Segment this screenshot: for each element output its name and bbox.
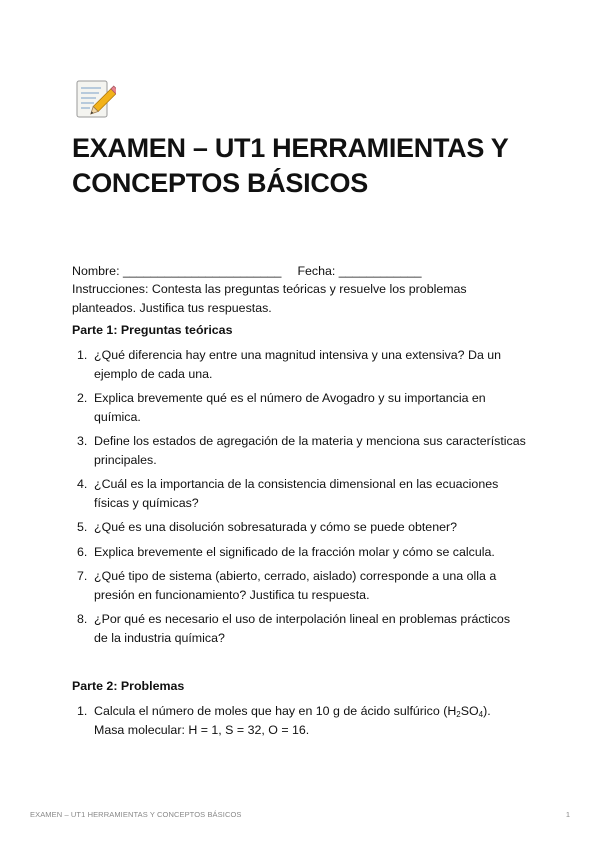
part1-title: Parte 1: Preguntas teóricas: [72, 323, 233, 337]
page-title: EXAMEN – UT1 HERRAMIENTAS Y CONCEPTOS BÁSICOS: [72, 133, 508, 198]
name-field-label: Nombre: _______________________: [72, 264, 282, 278]
list-item: 7. ¿Qué tipo de sistema (abierto, cerrado, aislado) corresponde a una olla a presión en funcionamiento? Justifica tu respuesta.: [77, 569, 497, 602]
list-item: 1. Calcula el número de moles que hay en 10 g de ácido sulfúrico $(H_2SO_4)$. Masa molecular: H = 1, S = 32, O = 16.: [77, 704, 491, 737]
instructions: Instrucciones: Contesta las preguntas teóricas y resuelve los problemas planteados. Justifica tus respuestas.: [72, 282, 467, 315]
list-item: 4. ¿Cuál es la importancia de la consistencia dimensional en las ecuaciones físicas y químicas?: [77, 477, 499, 510]
part2-title: Parte 2: Problemas: [72, 679, 185, 693]
list-item: 1. ¿Qué diferencia hay entre una magnitud intensiva y una extensiva? Da un ejemplo de cada una.: [77, 348, 502, 381]
problems-list: [72, 702, 527, 739]
list-item: 8. ¿Por qué es necesario el uso de interpolación lineal en problemas prácticos de la industria química?: [77, 612, 511, 645]
student-info: [72, 262, 542, 281]
list-item: 6. Explica brevemente el significado de la fracción molar y cómo se calcula.: [77, 544, 495, 559]
theory-questions-list: [72, 346, 527, 647]
list-item: 5. ¿Qué es una disolución sobresaturada y cómo se puede obtener?: [77, 520, 458, 534]
date-field-label: Fecha: ____________: [297, 264, 422, 278]
memo-pencil-icon: [74, 79, 116, 121]
footer-title: EXAMEN – UT1 HERRAMIENTAS Y CONCEPTOS BÁSICOS: [30, 810, 242, 819]
page-number: 1: [565, 810, 570, 819]
list-item: 2. Explica brevemente qué es el número de Avogadro y su importancia en química.: [77, 391, 486, 424]
list-item: 3. Define los estados de agregación de la materia y menciona sus características principales.: [77, 434, 526, 467]
